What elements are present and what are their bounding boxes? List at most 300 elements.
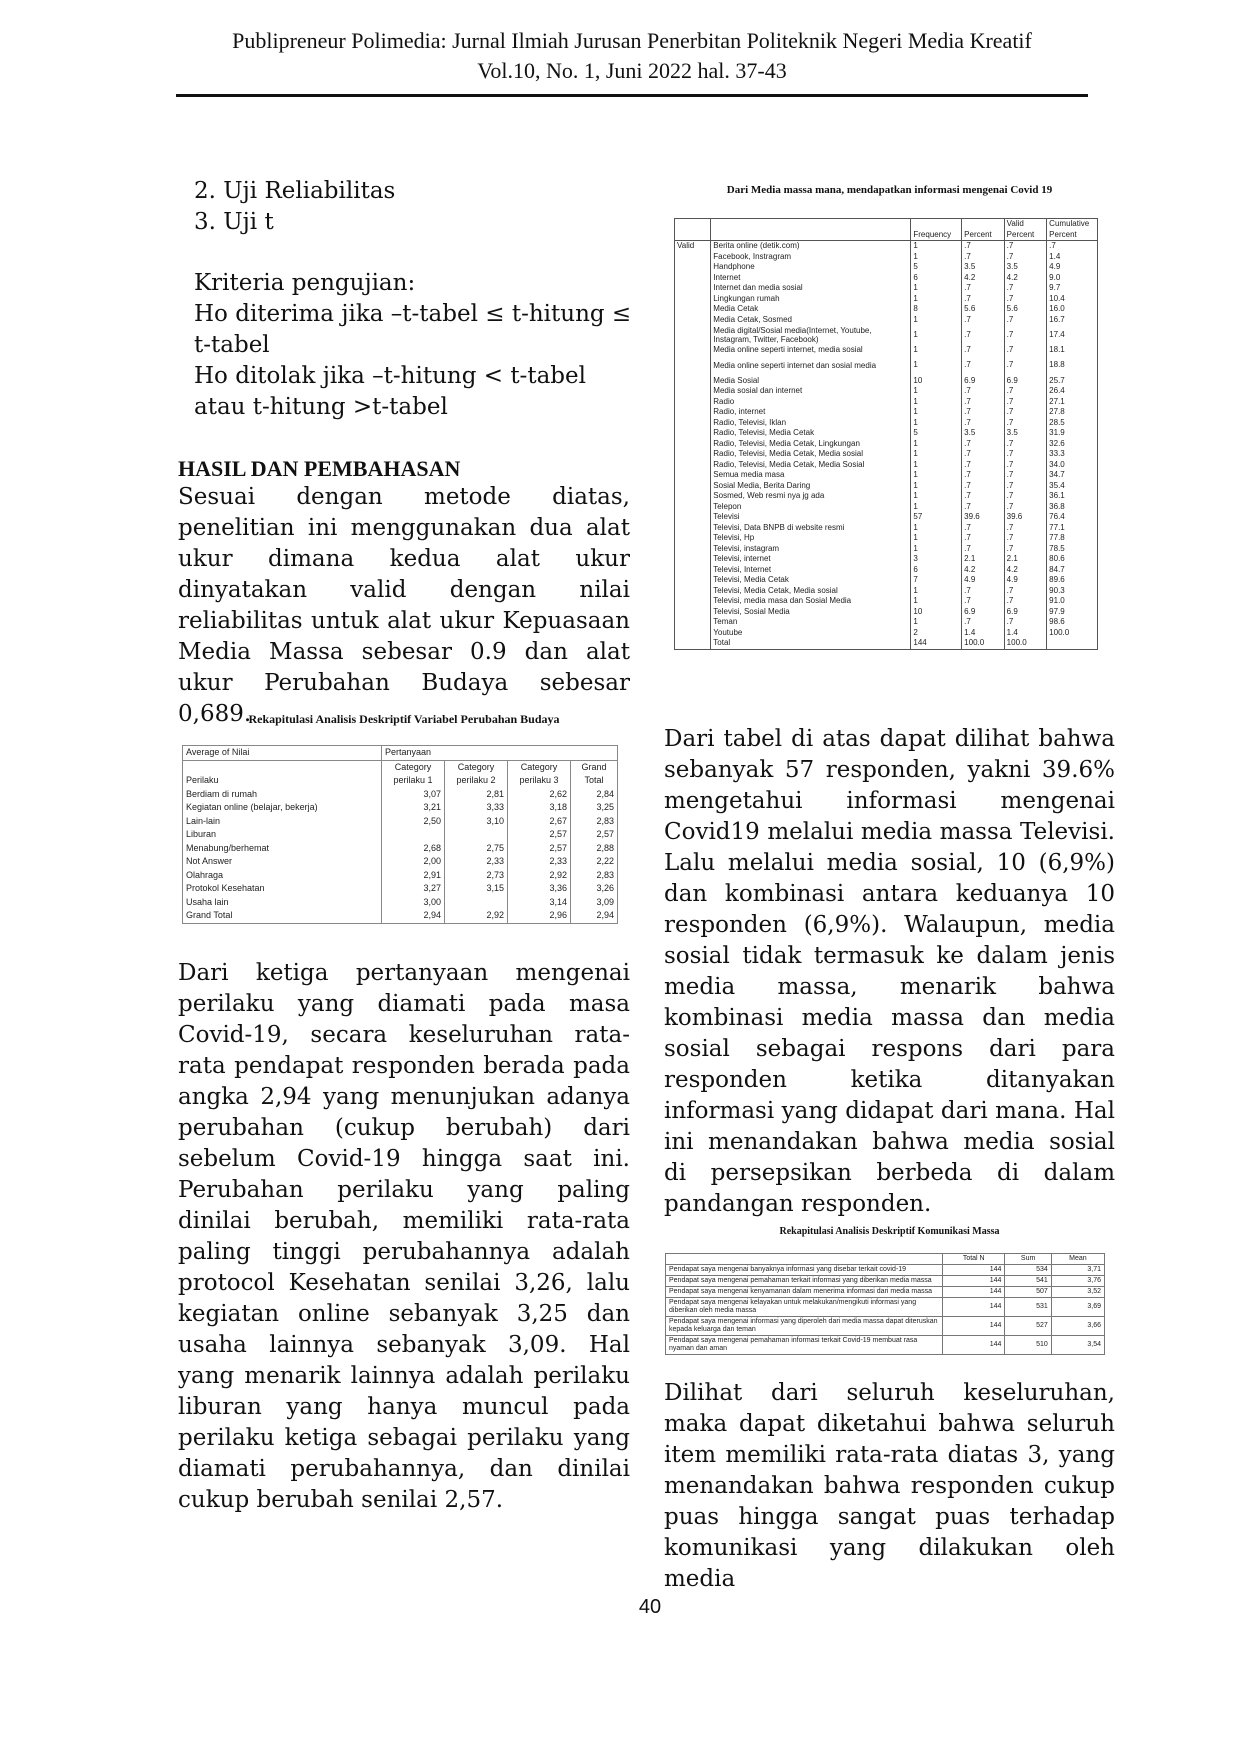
table-cell: 2,73	[445, 869, 508, 883]
table-cell: 1	[911, 315, 962, 326]
row-label: Not Answer	[183, 855, 382, 869]
table-row	[183, 788, 618, 802]
table-row	[675, 294, 1098, 305]
row-label: Pendapat saya mengenai banyaknya informasi yang disebar terkait covid-19	[666, 1265, 943, 1276]
table-cell: 100.0	[962, 638, 1005, 649]
table-cell: 26.4	[1047, 386, 1098, 397]
table-cell: 2,88	[571, 842, 618, 856]
table-cell: 90.3	[1047, 586, 1098, 597]
table-row	[183, 815, 618, 829]
table-row	[183, 842, 618, 856]
table-cell: 10	[911, 376, 962, 387]
table-cell: 6	[911, 273, 962, 284]
table-row	[183, 896, 618, 910]
table-row	[675, 449, 1098, 460]
row-group-cell	[675, 356, 711, 376]
table-cell: 18.8	[1047, 356, 1098, 376]
table-cell: .7	[962, 283, 1005, 294]
table-cell: 5.6	[1004, 304, 1047, 315]
table-cell: 3,33	[445, 801, 508, 815]
table-cell: 3,10	[445, 815, 508, 829]
table-cell: 3,66	[1051, 1317, 1104, 1336]
table-cell: 1	[911, 523, 962, 534]
row-label: Usaha lain	[183, 896, 382, 910]
table-cell: .7	[962, 449, 1005, 460]
row-group-cell	[675, 586, 711, 597]
table-cell: 1	[911, 439, 962, 450]
table-cell: 527	[1005, 1317, 1051, 1336]
paragraph: Sesuai dengan metode diatas, penelitian ini menggunakan dua alat ukur dimana kedua alat ukur dinyatakan valid dengan nilai reliabilitas untuk alat ukur Kepuasaan Media Massa sebesar 0.9 dan alat ukur Perubahan Budaya sebesar 0,689.	[178, 484, 630, 727]
table-cell: 3.5	[962, 428, 1005, 439]
table-cell: 534	[1005, 1265, 1051, 1276]
row-label: Televisi, Media Cetak, Media sosial	[711, 586, 911, 597]
row-group-cell	[675, 554, 711, 565]
table-cell: 3,21	[382, 801, 445, 815]
row-label: Berita online (detik.com)	[711, 241, 911, 252]
paragraph: Dari ketiga pertanyaan mengenai perilaku yang diamati pada masa Covid-19, secara keseluruhan rata-rata pendapat responden berada pada angka 2,94 yang menunjukan adanya perubahan (cukup berubah) dari sebelum Covid-19 hingga saat ini. Perubahan perilaku yang paling dinilai berubah, memiliki rata-rata paling tinggi perubahannya adalah protocol Kesehatan senilai 3,26, lalu kegiatan online sebanyak 3,25 dan usaha lainnya sebanyak 3,09. Hal yang menarik lainnya adalah perilaku liburan yang hanya muncul pada perilaku ketiga sebagai perilaku yang diamati perubahannya, dan dinilai cukup berubah senilai 2,57.	[178, 960, 630, 1513]
table-cell: 2,00	[382, 855, 445, 869]
table-cell: 3,15	[445, 882, 508, 896]
table-cell: 2.1	[962, 554, 1005, 565]
paragraph: Dilihat dari seluruh keseluruhan, maka dapat diketahui bahwa seluruh item memiliki rata-rata diatas 3, yang menandakan bahwa responden cukup puas hingga sangat puas terhadap komunikasi yang dilakukan oleh media	[664, 1380, 1115, 1592]
table-cell: 6	[911, 565, 962, 576]
table-cell: .7	[1004, 502, 1047, 513]
table-cell: 2,96	[508, 909, 571, 923]
table-cell: .7	[1004, 481, 1047, 492]
table-perubahan-budaya	[182, 745, 618, 924]
table-row	[675, 315, 1098, 326]
table-cell: .7	[962, 596, 1005, 607]
table-row	[675, 565, 1098, 576]
table-cell: 2,62	[508, 788, 571, 802]
table-caption-komunikasi: Rekapitulasi Analisis Deskriptif Komunikasi Massa	[779, 1226, 1000, 1237]
table-row	[675, 283, 1098, 294]
table-cell: 3,26	[571, 882, 618, 896]
table-row	[675, 345, 1098, 356]
left-column-top	[178, 176, 630, 423]
table-cell: .7	[1004, 617, 1047, 628]
row-label: Radio, Televisi, Iklan	[711, 418, 911, 429]
criteria-reject: Ho ditolak jika –t-hitung < t-tabel atau t-hitung >t-tabel	[194, 363, 586, 420]
table-cell: 1	[911, 418, 962, 429]
table-cell: 36.8	[1047, 502, 1098, 513]
table-row	[675, 273, 1098, 284]
table-cell: 3,00	[382, 896, 445, 910]
table-cell: 1	[911, 502, 962, 513]
table-cell: 6.9	[1004, 607, 1047, 618]
table-cell: .7	[962, 481, 1005, 492]
row-label: Media Sosial	[711, 376, 911, 387]
table-cell: .7	[1004, 449, 1047, 460]
table-cell: 3,25	[571, 801, 618, 815]
table-cell: .7	[962, 356, 1005, 376]
table-cell: .7	[1004, 407, 1047, 418]
table-row	[675, 596, 1098, 607]
table-cell: 144	[943, 1298, 1005, 1317]
table-row	[666, 1276, 1105, 1287]
table-cell: 2,33	[508, 855, 571, 869]
row-group-cell	[675, 544, 711, 555]
right-paragraph-2	[664, 1378, 1115, 1595]
row-group-cell	[675, 523, 711, 534]
column-header: Total N	[943, 1254, 1005, 1265]
table-cell: 100.0	[1004, 638, 1047, 649]
table-cell: 16.0	[1047, 304, 1098, 315]
table-cell	[1047, 638, 1098, 649]
list-item: 3. Uji t	[194, 209, 274, 235]
row-group-cell	[675, 607, 711, 618]
table-cell: 78.5	[1047, 544, 1098, 555]
table-cell: 76.4	[1047, 512, 1098, 523]
table-cell: 3,27	[382, 882, 445, 896]
row-label: Media Cetak, Sosmed	[711, 315, 911, 326]
row-label: Pendapat saya mengenai kelayakan untuk melakukan/mengikuti informasi yang diberikan oleh media massa	[666, 1298, 943, 1317]
table-cell: 17.4	[1047, 325, 1098, 345]
criteria-block	[178, 268, 634, 423]
table-cell: 6.9	[962, 607, 1005, 618]
row-group-cell	[675, 617, 711, 628]
row-label: Media online seperti internet dan sosial media	[711, 356, 911, 376]
row-group-cell	[675, 386, 711, 397]
table-cell: .7	[1047, 241, 1098, 252]
row-label: Youtube	[711, 628, 911, 639]
table-cell: 10	[911, 607, 962, 618]
row-label: Televisi, Internet	[711, 565, 911, 576]
table-cell: 3,09	[571, 896, 618, 910]
table-cell: 3,71	[1051, 1265, 1104, 1276]
row-group-cell	[675, 397, 711, 408]
table-row	[183, 882, 618, 896]
page-number: 40	[638, 1596, 662, 1618]
table-cell: 1	[911, 356, 962, 376]
table-cell: 77.8	[1047, 533, 1098, 544]
table-cell: 3,54	[1051, 1336, 1104, 1355]
row-group-cell	[675, 491, 711, 502]
table-cell: 4.9	[1047, 262, 1098, 273]
table-row	[675, 325, 1098, 345]
table-cell: .7	[1004, 386, 1047, 397]
table-row	[675, 262, 1098, 273]
row-label: Liburan	[183, 828, 382, 842]
table-cell: 2,83	[571, 815, 618, 829]
table-row	[675, 418, 1098, 429]
row-label: Internet	[711, 273, 911, 284]
table-cell: .7	[1004, 596, 1047, 607]
table-cell: 1	[911, 325, 962, 345]
table-cell: .7	[1004, 586, 1047, 597]
table-cell: 89.6	[1047, 575, 1098, 586]
table-cell: 31.9	[1047, 428, 1098, 439]
row-group-cell	[675, 262, 711, 273]
table-cell: 2.1	[1004, 554, 1047, 565]
table-cell: 34.0	[1047, 460, 1098, 471]
table-cell: 10.4	[1047, 294, 1098, 305]
row-group-cell	[675, 252, 711, 263]
left-paragraph-1	[178, 482, 630, 730]
row-label: Media Cetak	[711, 304, 911, 315]
table-cell: .7	[962, 294, 1005, 305]
row-group-cell	[675, 470, 711, 481]
table-cell: 3,52	[1051, 1287, 1104, 1298]
row-label: Berdiam di rumah	[183, 788, 382, 802]
table-row	[675, 407, 1098, 418]
table-cell: 36.1	[1047, 491, 1098, 502]
table-row-label-heading: Perilaku	[183, 760, 382, 788]
row-label: Pendapat saya mengenai informasi yang diperoleh dari media massa dapat diteruskan kepada keluarga dan teman	[666, 1317, 943, 1336]
row-group-cell: Valid	[675, 241, 711, 252]
table-cell: .7	[962, 439, 1005, 450]
table-cell: 18.1	[1047, 345, 1098, 356]
row-group-cell	[675, 502, 711, 513]
table-cell: 4.2	[1004, 565, 1047, 576]
column-header: Mean	[1051, 1254, 1104, 1265]
table-cell: .7	[1004, 252, 1047, 263]
method-list	[178, 176, 630, 238]
table-row	[675, 575, 1098, 586]
table-cell: 27.1	[1047, 397, 1098, 408]
table-cell: .7	[1004, 283, 1047, 294]
table-cell: 9.7	[1047, 283, 1098, 294]
row-group-cell	[675, 428, 711, 439]
row-group-cell	[675, 376, 711, 387]
table-row	[675, 607, 1098, 618]
row-label: Radio, Televisi, Media Cetak	[711, 428, 911, 439]
header-divider	[176, 94, 1088, 97]
table-row	[675, 439, 1098, 450]
table-cell: 3.5	[962, 262, 1005, 273]
table-row	[675, 586, 1098, 597]
table-cell: 2,92	[508, 869, 571, 883]
column-header: Category perilaku 2	[445, 760, 508, 788]
table-group-label: Pertanyaan	[382, 746, 618, 761]
table-cell: .7	[962, 544, 1005, 555]
table-cell: 2,68	[382, 842, 445, 856]
table-cell: .7	[1004, 544, 1047, 555]
row-label: Sosial Media, Berita Daring	[711, 481, 911, 492]
column-header: Valid Percent	[1004, 219, 1047, 241]
table-cell: .7	[962, 325, 1005, 345]
table-cell: 1	[911, 283, 962, 294]
table-cell: 3.5	[1004, 428, 1047, 439]
table-cell: 1	[911, 397, 962, 408]
table-cell: .7	[962, 460, 1005, 471]
row-label: Radio, Televisi, Media Cetak, Media Sosial	[711, 460, 911, 471]
column-header: Grand Total	[571, 760, 618, 788]
table-cell: 144	[911, 638, 962, 649]
table-cell: 33.3	[1047, 449, 1098, 460]
row-label: Radio, Televisi, Media Cetak, Media sosial	[711, 449, 911, 460]
row-label: Menabung/berhemat	[183, 842, 382, 856]
table-cell: 2,57	[571, 828, 618, 842]
column-header: Sum	[1005, 1254, 1051, 1265]
table-cell: .7	[1004, 345, 1047, 356]
table-cell: 1	[911, 252, 962, 263]
journal-volume: Vol.10, No. 1, Juni 2022 hal. 37-43	[477, 58, 787, 83]
table-cell: 2,94	[382, 909, 445, 923]
table-row	[666, 1287, 1105, 1298]
table-row	[675, 638, 1098, 649]
table-row	[675, 628, 1098, 639]
list-item: 2. Uji Reliabilitas	[194, 178, 396, 204]
table-row	[675, 356, 1098, 376]
table-cell: .7	[962, 241, 1005, 252]
table-cell: .7	[1004, 418, 1047, 429]
table-cell: 3.5	[1004, 262, 1047, 273]
row-label: Televisi, instagram	[711, 544, 911, 555]
row-group-cell	[675, 596, 711, 607]
row-group-cell	[675, 628, 711, 639]
table-cell: 3,36	[508, 882, 571, 896]
row-label: Sosmed, Web resmi nya jg ada	[711, 491, 911, 502]
table-cell: .7	[1004, 533, 1047, 544]
table-cell: 4.2	[962, 273, 1005, 284]
table-cell: 9.0	[1047, 273, 1098, 284]
table-cell: 2,33	[445, 855, 508, 869]
table-row	[675, 523, 1098, 534]
table-cell: 1.4	[1004, 628, 1047, 639]
row-group-cell	[675, 481, 711, 492]
table-cell: 97.9	[1047, 607, 1098, 618]
table-cell: .7	[1004, 325, 1047, 345]
table-row	[675, 554, 1098, 565]
row-group-cell	[675, 294, 711, 305]
row-label: Radio, Televisi, Media Cetak, Lingkungan	[711, 439, 911, 450]
table-cell: 2,22	[571, 855, 618, 869]
row-label: Total	[711, 638, 911, 649]
table-row	[183, 828, 618, 842]
table-cell: .7	[962, 407, 1005, 418]
table-cell: 2,57	[508, 828, 571, 842]
row-label: Televisi	[711, 512, 911, 523]
section-heading: HASIL DAN PEMBAHASAN	[178, 456, 461, 481]
table-cell: 4.9	[962, 575, 1005, 586]
table-row	[675, 533, 1098, 544]
row-label: Media sosial dan internet	[711, 386, 911, 397]
row-group-cell	[675, 418, 711, 429]
table-row	[675, 376, 1098, 387]
row-group-cell	[675, 304, 711, 315]
table-cell: 5	[911, 262, 962, 273]
table-media-massa	[674, 218, 1098, 650]
row-label: Grand Total	[183, 909, 382, 923]
table-cell: 3,18	[508, 801, 571, 815]
table-cell: 1	[911, 407, 962, 418]
table-row	[675, 491, 1098, 502]
table-cell: .7	[1004, 470, 1047, 481]
table-komunikasi-massa	[665, 1253, 1105, 1355]
table-row	[675, 544, 1098, 555]
table-cell: 4.2	[962, 565, 1005, 576]
table-cell: 77.1	[1047, 523, 1098, 534]
table-cell: 6.9	[1004, 376, 1047, 387]
table-cell: .7	[962, 502, 1005, 513]
table-cell: 4.9	[1004, 575, 1047, 586]
table-row	[675, 481, 1098, 492]
table-cell: .7	[1004, 294, 1047, 305]
table-cell: 5	[911, 428, 962, 439]
column-header: Category perilaku 3	[508, 760, 571, 788]
table-cell: 3,07	[382, 788, 445, 802]
table-cell: 39.6	[1004, 512, 1047, 523]
table-cell: .7	[962, 252, 1005, 263]
table-cell: 80.6	[1047, 554, 1098, 565]
table-cell: 2,57	[508, 842, 571, 856]
row-label: Televisi, Sosial Media	[711, 607, 911, 618]
table-cell: 16.7	[1047, 315, 1098, 326]
table-cell: 1	[911, 544, 962, 555]
row-label: Media online seperti internet, media sosial	[711, 345, 911, 356]
row-label: Lain-lain	[183, 815, 382, 829]
table-row	[675, 397, 1098, 408]
table-cell: .7	[1004, 315, 1047, 326]
table-row	[183, 801, 618, 815]
table-cell: 100.0	[1047, 628, 1098, 639]
row-label: Facebook, Instragram	[711, 252, 911, 263]
row-group-cell	[675, 439, 711, 450]
table-cell: .7	[962, 533, 1005, 544]
table-cell: 2,50	[382, 815, 445, 829]
table-cell: 1.4	[962, 628, 1005, 639]
row-group-cell	[675, 407, 711, 418]
journal-header	[176, 26, 1088, 86]
row-label: Televisi, internet	[711, 554, 911, 565]
column-header: Cumulative Percent	[1047, 219, 1098, 241]
table-row	[666, 1298, 1105, 1317]
table-cell: .7	[962, 470, 1005, 481]
table-cell: 91.0	[1047, 596, 1098, 607]
table-cell: .7	[962, 617, 1005, 628]
table-cell: 1	[911, 294, 962, 305]
table-cell: 531	[1005, 1298, 1051, 1317]
table-cell: 1	[911, 586, 962, 597]
table-cell: .7	[962, 418, 1005, 429]
table-cell: 84.7	[1047, 565, 1098, 576]
table-cell: .7	[1004, 491, 1047, 502]
table-cell: 1	[911, 460, 962, 471]
table-cell: 6.9	[962, 376, 1005, 387]
table-cell: 2,83	[571, 869, 618, 883]
table-cell: 1	[911, 617, 962, 628]
table-cell: 25.7	[1047, 376, 1098, 387]
table-cell: 57	[911, 512, 962, 523]
row-label: Televisi, Data BNPB di website resmi	[711, 523, 911, 534]
table-cell: 32.6	[1047, 439, 1098, 450]
table-cell: 1	[911, 596, 962, 607]
row-label: Telepon	[711, 502, 911, 513]
table-cell: 1.4	[1047, 252, 1098, 263]
row-group-cell	[675, 460, 711, 471]
table-cell: .7	[962, 386, 1005, 397]
criteria-heading: Kriteria pengujian:	[194, 270, 416, 296]
table-cell: 1	[911, 241, 962, 252]
table-cell: .7	[1004, 460, 1047, 471]
left-paragraph-2	[178, 958, 630, 1516]
table-cell: .7	[1004, 241, 1047, 252]
table-cell: 2,92	[445, 909, 508, 923]
table-cell: 1	[911, 533, 962, 544]
table-cell: 3,76	[1051, 1276, 1104, 1287]
row-label: Protokol Kesehatan	[183, 882, 382, 896]
table-cell: 39.6	[962, 512, 1005, 523]
table-row	[675, 470, 1098, 481]
row-label: Semua media masa	[711, 470, 911, 481]
row-group-cell	[675, 638, 711, 649]
table-row	[183, 855, 618, 869]
table-cell	[445, 828, 508, 842]
table-cell: 2,94	[571, 909, 618, 923]
row-label: Pendapat saya mengenai pemahaman terkait informasi yang diberikan media massa	[666, 1276, 943, 1287]
table-cell: 4.2	[1004, 273, 1047, 284]
